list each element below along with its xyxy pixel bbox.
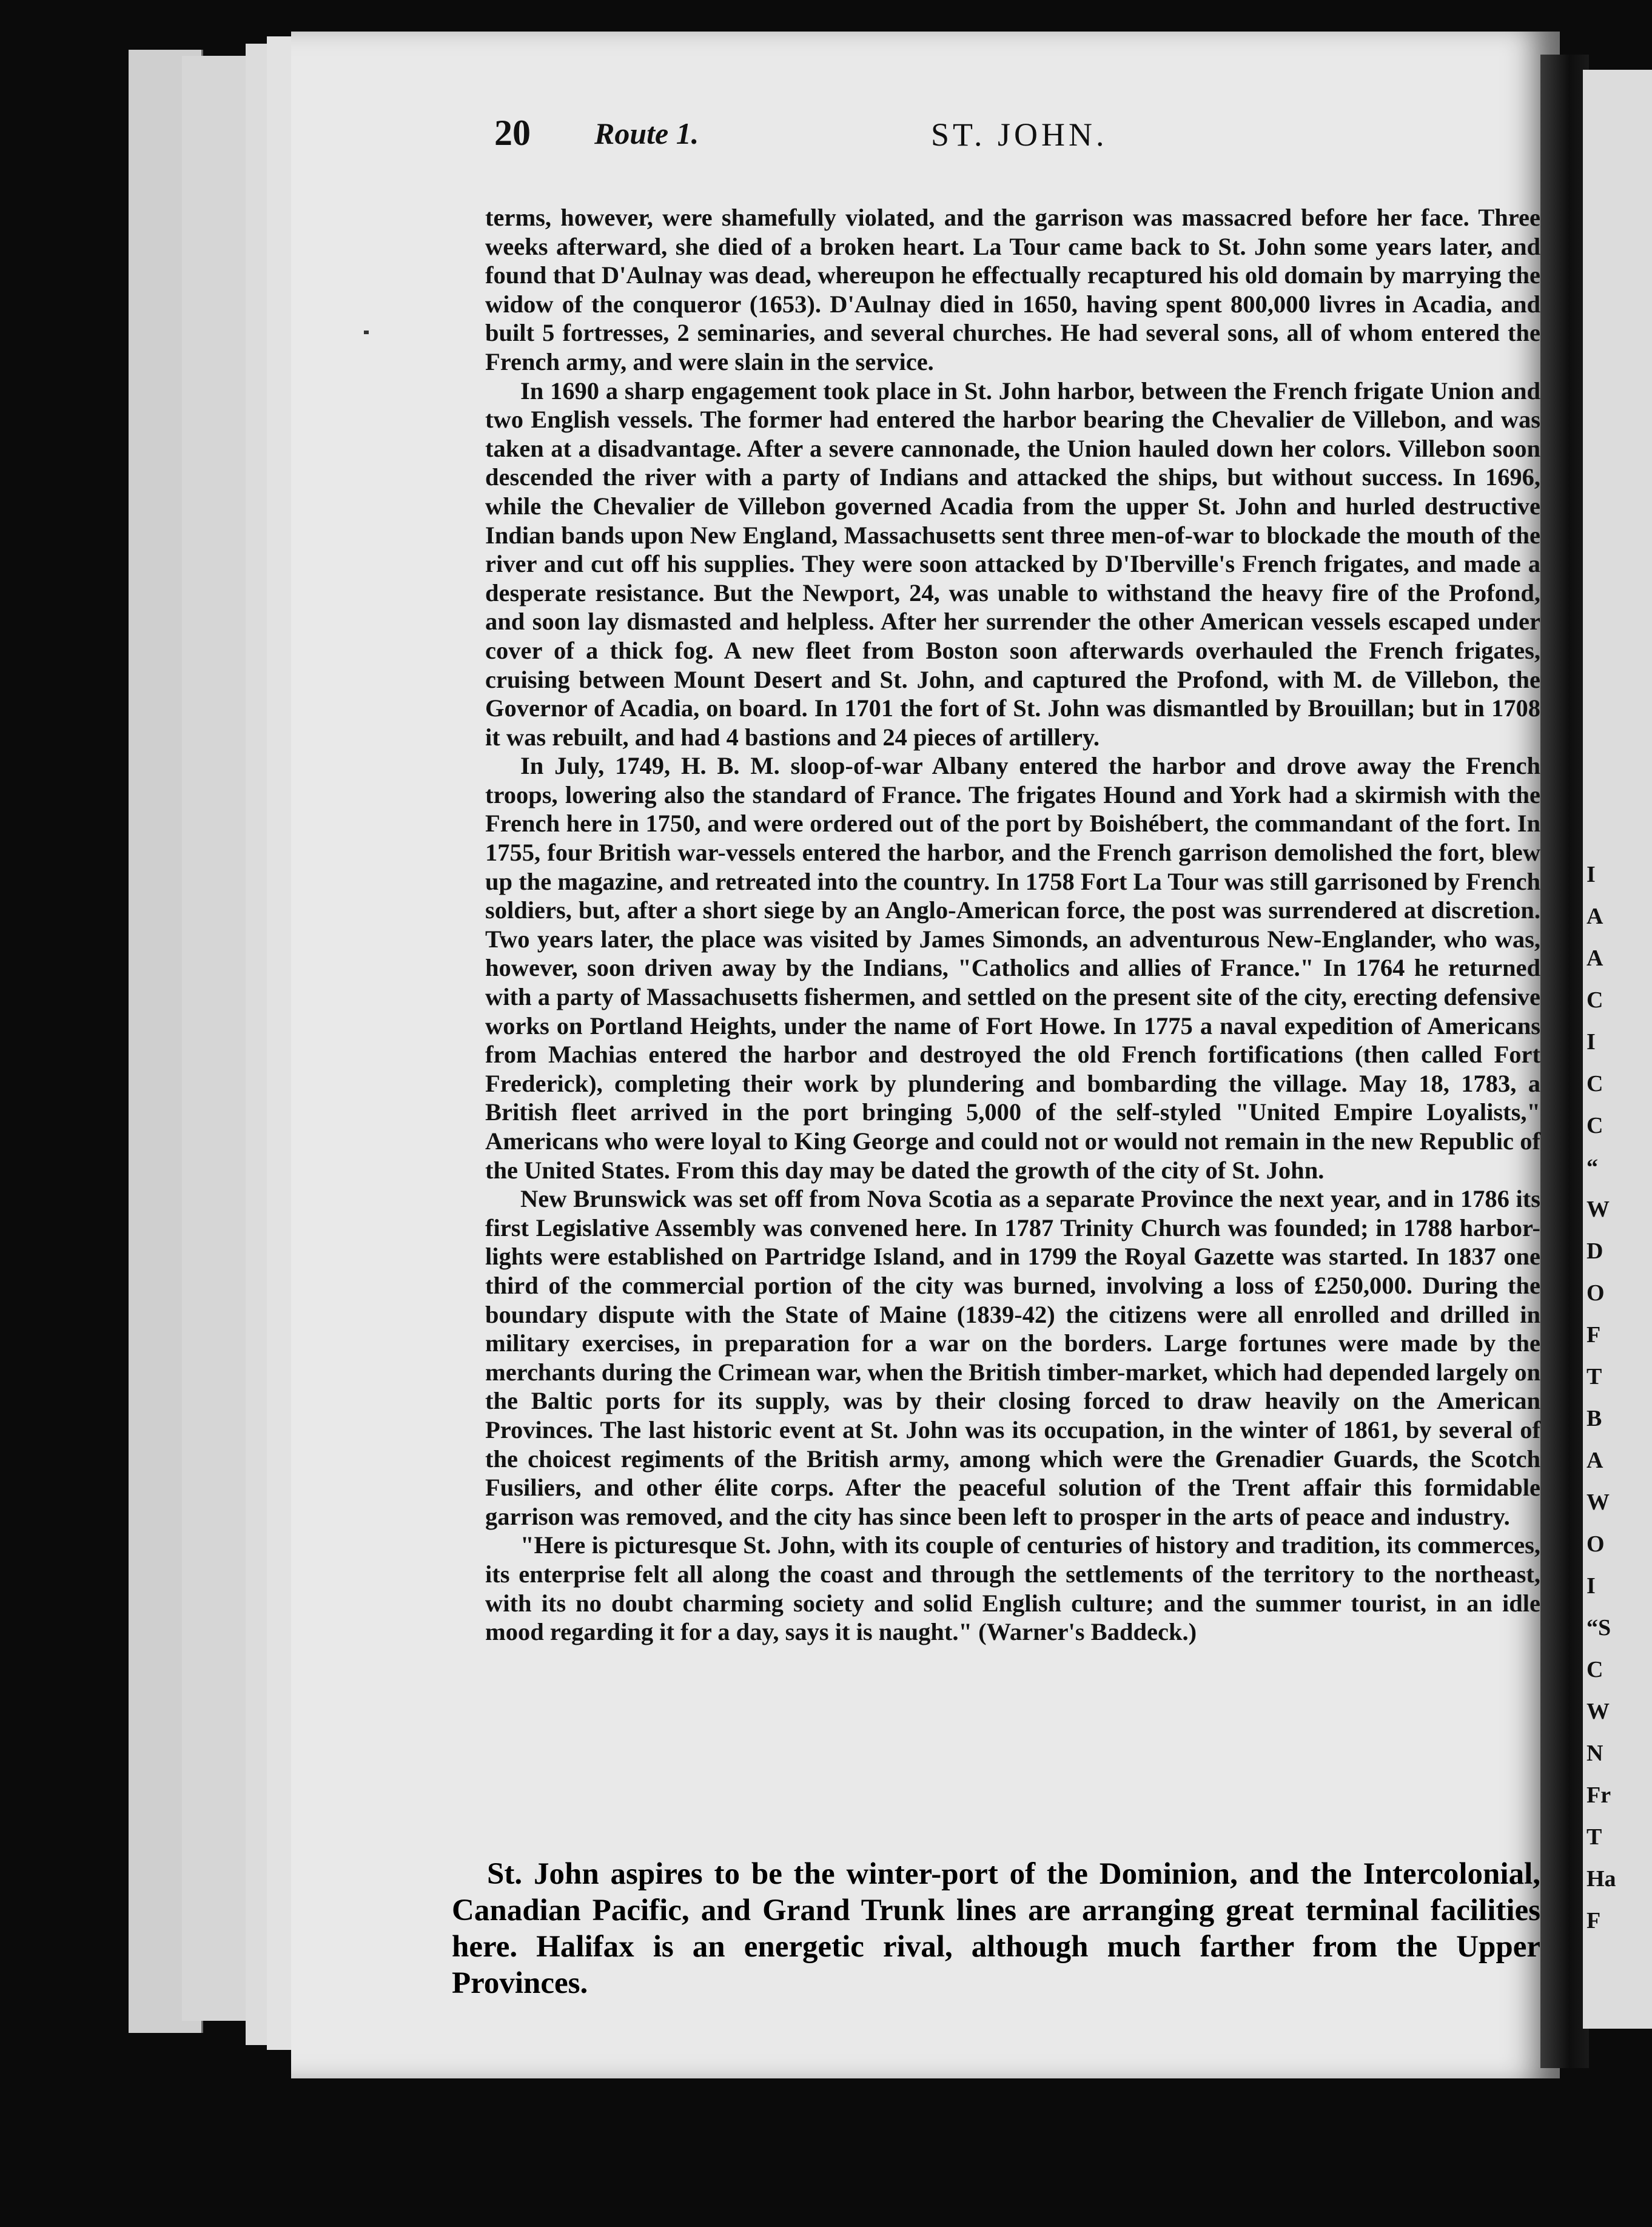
- facing-page-fragment: W: [1587, 1490, 1610, 1515]
- facing-page-fragment: C: [1587, 1657, 1603, 1682]
- facing-page-fragment: I: [1587, 1573, 1596, 1599]
- facing-page-fragment: B: [1587, 1406, 1602, 1431]
- facing-page-fragment: F: [1587, 1908, 1601, 1933]
- facing-page-fragment: A: [1587, 1448, 1603, 1473]
- facing-page-fragment: A: [1587, 946, 1603, 971]
- running-header: [494, 112, 1537, 167]
- paragraph: In 1690 a sharp engagement took place in St. John harbor, between the French frigate Union and two English vessels. The former had entered the harbor bearing the Chevalier de Villebon, and was taken at a disadvantage. After a severe cannonade, the Union hauled down her colors. Villebon soon descended the river with a party of Indians and attacked the ships, but without success. In 1696, while the Chevalier de Villebon governed Acadia from the upper St. John and hurled destructive Indian bands upon New England, Massachusetts sent three men-of-war to blockade the mouth of the river and cut off his supplies. They were soon attacked by D'Iberville's French frigates, and made a desperate resistance. But the Newport, 24, was unable to withstand the heavy fire of the Profond, and soon lay dismasted and helpless. After her surrender the other American vessels escaped under cover of a thick fog. A new fleet from Boston soon afterwards overhauled the French frigates, cruising between Mount Desert and St. John, and captured the Profond, with M. de Villebon, the Governor of Acadia, on board. In 1701 the fort of St. John was dismantled by Brouillan; but in 1708 it was rebuilt, and had 4 bastions and 24 pieces of artillery.: [485, 377, 1540, 751]
- ink-speck: [364, 331, 369, 334]
- book-gutter: [1540, 55, 1589, 2068]
- facing-page-fragment: D: [1587, 1238, 1603, 1264]
- facing-page-fragment: O: [1587, 1531, 1605, 1557]
- route-label: Route 1.: [594, 116, 699, 150]
- facing-page-fragment: C: [1587, 1113, 1603, 1138]
- main-text: [485, 203, 1540, 1647]
- facing-page-fragment: T: [1587, 1364, 1602, 1389]
- facing-page-fragment: F: [1587, 1322, 1601, 1348]
- page-number: 20: [494, 113, 531, 153]
- quotation: "Here is picturesque St. John, with its couple of centuries of history and tradition, its commerces, its enterprise felt all along the coast and through the settlements of the territory to the northeast, with its no doubt charming society and solid English culture; and the summer tourist, in an idle mood regarding it for a day, says it is naught." (Warner's Baddeck.): [485, 1531, 1540, 1646]
- facing-page-fragment: W: [1587, 1197, 1610, 1222]
- facing-page-fragment: “S: [1587, 1615, 1611, 1641]
- facing-page-fragment: T: [1587, 1824, 1602, 1850]
- facing-page-fragment: I: [1587, 862, 1596, 887]
- facing-page-edge: [1583, 70, 1652, 2029]
- facing-page-fragment: N: [1587, 1741, 1603, 1766]
- facing-page-fragment: O: [1587, 1280, 1605, 1306]
- paragraph: St. John aspires to be the winter-port of the Dominion, and the Intercolonial, Canadian Pacific, and Grand Trunk lines are arranging great terminal facilities here. Halifax is an energetic rival, although much farther from the Upper Provinces.: [452, 1857, 1540, 2000]
- facing-page-fragment: “: [1587, 1155, 1598, 1180]
- page-title: ST. JOHN.: [931, 116, 1108, 153]
- facing-page-fragment: W: [1587, 1699, 1610, 1724]
- facing-page-fragment: I: [1587, 1029, 1596, 1055]
- paragraph: New Brunswick was set off from Nova Scotia as a separate Province the next year, and in 1786 its first Legislative Assembly was convened here. In 1787 Trinity Church was founded; in 1788 harbor-lights were established on Partridge Island, and in 1799 the Royal Gazette was started. In 1837 one third of the commercial portion of the city was burned, involving a loss of £250,000. During the boundary dispute with the State of Maine (1839-42) the citizens were all enrolled and drilled in military exercises, in preparation for a war on the borders. Large fortunes were made by the merchants during the Crimean war, when the British timber-market, which had depended largely on the Baltic ports for its supply, was by their closing forced to draw heavily on the American Provinces. The last historic event at St. John was its occupation, in the winter of 1861, by several of the choicest regiments of the British army, among which were the Grenadier Guards, the Scotch Fusiliers, and other élite corps. After the peaceful solution of the Trent affair this formidable garrison was removed, and the city has since been left to prosper in the arts of peace and industry.: [485, 1185, 1540, 1530]
- paragraph: In July, 1749, H. B. M. sloop-of-war Albany entered the harbor and drove away the French troops, lowering also the standard of France. The frigates Hound and York had a skirmish with the French here in 1750, and were ordered out of the port by Boishébert, the commandant of the fort. In 1755, four British war-vessels entered the harbor, and the French garrison demolished the fort, blew up the magazine, and retreated into the country. In 1758 Fort La Tour was still garrisoned by French soldiers, but, after a short siege by an Anglo-American force, the post was surrendered at discretion. Two years later, the place was visited by James Simonds, an adventurous New-Englander, who was, however, soon driven away by the Indians, "Catholics and allies of France." In 1764 he returned with a party of Massachusetts fishermen, and settled on the present site of the city, erecting defensive works on Portland Heights, under the name of Fort Howe. In 1775 a naval expedition of Americans from Machias entered the harbor and destroyed the old French fortifications (then called Fort Frederick), completing their work by plundering and bombarding the village. May 18, 1783, a British fleet arrived in the port bringing 5,000 of the self-styled "United Empire Loyalists," Americans who were loyal to King George and could not or would not remain in the new Republic of the United States. From this day may be dated the growth of the city of St. John.: [485, 752, 1540, 1184]
- facing-page-fragment: Ha: [1587, 1866, 1616, 1892]
- closing-text: [452, 1856, 1540, 2001]
- paragraph: terms, however, were shamefully violated, and the garrison was massacred before her face. Three weeks afterward, she died of a broken heart. La Tour came back to St. John some years later, and found that D'Aulnay was dead, whereupon he effectually recaptured his old domain by marrying the widow of the conqueror (1653). D'Aulnay died in 1650, having spent 800,000 livres in Acadia, and built 5 fortresses, 2 seminaries, and several churches. He had several sons, all of whom entered the French army, and were slain in the service.: [485, 204, 1540, 375]
- facing-page-fragment: C: [1587, 987, 1603, 1013]
- facing-page-fragment: A: [1587, 904, 1603, 929]
- facing-page-fragment: Fr: [1587, 1782, 1611, 1808]
- facing-page-fragment: C: [1587, 1071, 1603, 1097]
